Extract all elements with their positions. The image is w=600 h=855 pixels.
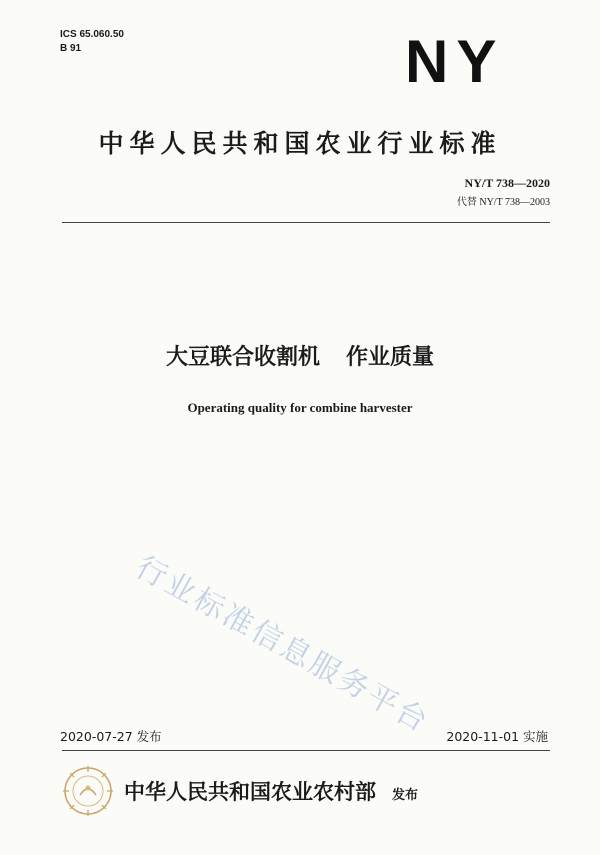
- watermark: 行业标准信息服务平台: [129, 549, 436, 741]
- document-title: [0, 340, 600, 371]
- replaces-code: 代替 NY/T 738—2003: [456, 197, 550, 208]
- standard-number-block: [457, 176, 550, 208]
- issuing-authority: [124, 776, 418, 806]
- ccs-code: B 91: [60, 43, 82, 54]
- classification-codes: [60, 28, 124, 56]
- standard-category-title: 中华人民共和国农业行业标准: [98, 129, 502, 158]
- issuer-name: 中华人民共和国农业农村部: [124, 780, 376, 804]
- bottom-divider: [62, 750, 550, 751]
- ics-code: ICS 65.060.50: [60, 29, 124, 40]
- document-title-part1: 大豆联合收割机: [165, 345, 320, 370]
- implementation-date: 2020-11-01 实施: [446, 729, 548, 744]
- top-divider: [62, 222, 550, 223]
- issue-date: 2020-07-27 发布: [60, 729, 162, 744]
- document-title-part2: 作业质量: [346, 345, 435, 370]
- ministry-emblem-icon: [62, 765, 114, 817]
- issuer-action: 发布: [392, 788, 419, 803]
- ny-logo: NY: [405, 28, 505, 95]
- document-english-title: Operating quality for combine harvester: [187, 400, 413, 415]
- standard-code: NY/T 738—2020: [464, 176, 550, 190]
